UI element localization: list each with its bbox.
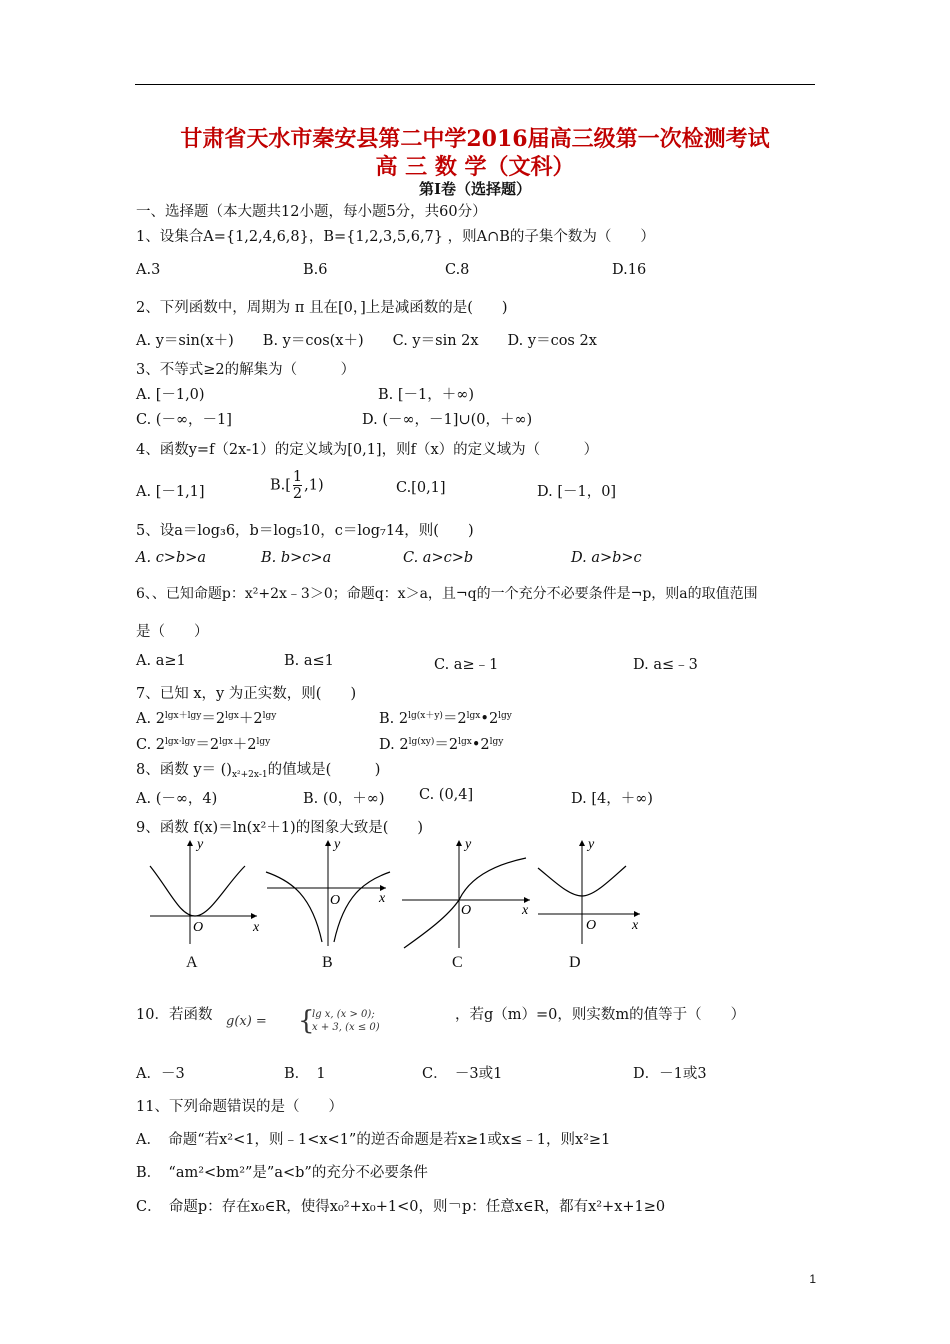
q7-d-mid: ＝2 <box>434 737 459 753</box>
q7-b-exp1: lg(x＋y) <box>408 711 443 721</box>
x-label: x <box>253 920 260 935</box>
q3-option-b: B. [－1，＋∞) <box>378 387 474 403</box>
origin-label: O <box>461 903 472 918</box>
origin-label: O <box>193 920 204 935</box>
q7-b-exp2: lgx <box>466 711 481 721</box>
graph-b <box>262 836 394 948</box>
q7-d-mid2: •2 <box>471 737 490 753</box>
q8-option-b: B. (0，＋∞) <box>303 791 385 807</box>
question-8-stem <box>136 758 380 780</box>
q7-c-exp1: lgx·lgy <box>165 737 196 747</box>
fraction-denominator: 2 <box>292 486 303 502</box>
q6-option-a: A. a≥1 <box>136 653 186 669</box>
question-9-stem: 9、函数 f(x)＝ln(x²＋1)的图象大致是( ) <box>136 820 424 836</box>
q7-a-exp1: lgx＋lgy <box>164 711 202 721</box>
origin-label: O <box>586 918 597 933</box>
q4-b-prefix: B.[ <box>270 477 291 494</box>
curve-left <box>266 872 322 942</box>
q8-stem-pre: 8、函数 y＝ () <box>136 762 232 778</box>
graph-a <box>145 836 265 948</box>
q7-a-base: A. 2 <box>136 711 165 727</box>
q6-option-c: C. a≥﹣1 <box>434 657 499 673</box>
y-label: y <box>197 837 204 852</box>
q7-a-exp2: lgx <box>225 711 239 721</box>
q3-option-a: A. [－1,0) <box>136 387 205 403</box>
graph-d <box>534 836 646 948</box>
y-arrow-icon <box>325 840 331 846</box>
q7-c-mid2: ＋2 <box>232 737 257 753</box>
graph-c <box>398 836 536 950</box>
piecewise-brace: { <box>298 1006 315 1036</box>
question-7-stem: 7、已知 x，y 为正实数，则( ) <box>136 686 357 702</box>
q4-option-d: D. [－1，0] <box>537 484 617 500</box>
graph-a-label: A <box>186 954 198 971</box>
q10-option-a: A．－3 <box>136 1066 185 1082</box>
q7-a-mid2: ＋2 <box>238 711 263 727</box>
q10-option-c: C． －3或1 <box>422 1066 503 1082</box>
piecewise-fn-name: g(x) = <box>226 1014 267 1029</box>
q8-option-c: C. (0,4] <box>419 787 474 803</box>
q3-option-c: C. (－∞，－1] <box>136 412 232 428</box>
q7-option-b <box>379 707 512 728</box>
q2-options: A. y＝sin(x＋) B. y＝cos(x＋) C. y＝sin 2x D. y＝cos 2x <box>136 333 597 349</box>
q7-d-base: D. 2 <box>379 737 409 753</box>
graph-d-label: D <box>569 954 581 971</box>
piece-2: x + 3, (x ≤ 0) <box>312 1022 380 1033</box>
q7-c-exp2: lgx <box>219 737 233 747</box>
q11-option-a: A． 命题“若x²<1，则﹣1<x<1”的逆否命题是若x≥1或x≤﹣1，则x²≥1 <box>136 1132 611 1148</box>
question-6-stem-cont: 是（ ） <box>136 624 209 640</box>
q7-a-exp3: lgy <box>262 711 277 721</box>
q7-b-base: B. 2 <box>379 711 409 727</box>
exam-subtitle: 高 三 数 学（文科） <box>375 154 575 180</box>
fraction-numerator: 1 <box>292 469 303 485</box>
q7-option-a <box>136 707 276 728</box>
x-label: x <box>632 918 639 933</box>
x-arrow-icon <box>251 913 257 919</box>
q7-option-c <box>136 733 270 754</box>
q8-stem-post: 的值域是( ) <box>267 762 381 778</box>
q1-option-b: B.6 <box>303 262 328 278</box>
x-arrow-icon <box>634 911 640 917</box>
q4-option-b <box>270 469 324 502</box>
graph-c-label: C <box>452 954 463 971</box>
q7-c-exp3: lgy <box>256 737 271 747</box>
question-11-stem: 11、下列命题错误的是（ ） <box>136 1099 343 1115</box>
q10-option-d: D．－1或3 <box>633 1066 707 1082</box>
header-rule <box>135 84 815 85</box>
q7-option-d <box>379 733 503 754</box>
question-4-stem: 4、函数y=f（2x-1）的定义域为[0,1]，则f（x）的定义域为（ ） <box>136 442 599 458</box>
q1-option-c: C.8 <box>445 262 470 278</box>
question-10-stem-post: ，若g（m）=0，则实数m的值等于（ ） <box>455 1007 746 1023</box>
section-intro: 一、选择题（本大题共12小题，每小题5分，共60分） <box>136 204 487 220</box>
piece-1: lg x, (x > 0); <box>312 1009 375 1020</box>
question-1-stem: 1、设集合A={1,2,4,6,8}，B={1,2,3,5,6,7} ，则A∩B的子集个数为（ ） <box>136 229 655 245</box>
q7-c-mid: ＝2 <box>195 737 220 753</box>
question-3-stem: 3、不等式≥2的解集为（ ） <box>136 362 356 378</box>
q7-d-exp3: lgy <box>489 737 504 747</box>
q4-b-suffix: ,1) <box>304 477 324 494</box>
q7-d-exp1: lg(xy) <box>408 737 435 747</box>
q7-d-exp2: lgx <box>458 737 472 747</box>
q7-b-mid2: •2 <box>480 711 499 727</box>
q8-option-a: A. (－∞，4) <box>136 791 218 807</box>
q10-option-b: B． 1 <box>284 1066 326 1082</box>
graph-b-label: B <box>322 954 333 971</box>
q6-option-d: D. a≤﹣3 <box>633 657 698 673</box>
y-arrow-icon <box>456 840 462 846</box>
origin-label: O <box>330 893 341 908</box>
page-number: 1 <box>809 1272 816 1286</box>
question-2-stem: 2、下列函数中，周期为 π 且在[0，]上是减函数的是( ) <box>136 300 508 316</box>
q3-option-d: D. (－∞，－1]∪(0，＋∞) <box>362 412 533 428</box>
y-label: y <box>465 837 472 852</box>
fraction-one-half <box>293 469 302 502</box>
curve-right <box>334 872 390 942</box>
q6-option-b: B. a≤1 <box>284 653 334 669</box>
q5-option-d: D. a>b>c <box>571 550 642 566</box>
q7-b-exp3: lgy <box>498 711 512 721</box>
x-label: x <box>379 891 386 906</box>
q7-b-mid: ＝2 <box>442 711 467 727</box>
question-6-stem: 6、、已知命题p：x²+2x﹣3＞0；命题q：x＞a，且¬q的一个充分不必要条件是¬p，则a的取值范围 <box>136 586 758 602</box>
x-label: x <box>522 903 529 918</box>
curve <box>150 866 245 916</box>
section-heading: 第Ⅰ卷（选择题） <box>418 180 532 198</box>
y-label: y <box>334 837 341 852</box>
y-arrow-icon <box>579 840 585 846</box>
q4-option-a: A. [－1,1] <box>136 484 205 500</box>
q5-option-c: C. a>c>b <box>403 550 474 566</box>
q1-option-d: D.16 <box>612 262 647 278</box>
q1-option-a: A.3 <box>136 262 161 278</box>
q11-option-c: C． 命题p：存在x₀∈R，使得x₀²+x₀+1<0，则￢p：任意x∈R，都有x²+x+1≥0 <box>136 1199 666 1215</box>
exam-title: 甘肃省天水市秦安县第二中学2016届高三级第一次检测考试 <box>180 126 770 152</box>
q5-option-a: A. c>b>a <box>136 550 207 566</box>
q8-option-d: D. [4，＋∞) <box>571 791 653 807</box>
question-10-stem-pre: 10．若函数 <box>136 1007 213 1023</box>
y-arrow-icon <box>187 840 193 846</box>
q7-a-mid: ＝2 <box>201 711 226 727</box>
y-label: y <box>588 837 595 852</box>
q4-option-c: C.[0,1] <box>396 480 446 496</box>
q8-stem-exponent: x²+2x-1 <box>231 770 268 780</box>
question-5-stem: 5、设a＝log₃6，b＝log₅10，c＝log₇14，则( ) <box>136 523 474 539</box>
q11-option-b: B． “am²<bm²”是”a<b”的充分不必要条件 <box>136 1165 428 1181</box>
q7-c-base: C. 2 <box>136 737 166 753</box>
q5-option-b: B. b>c>a <box>261 550 332 566</box>
